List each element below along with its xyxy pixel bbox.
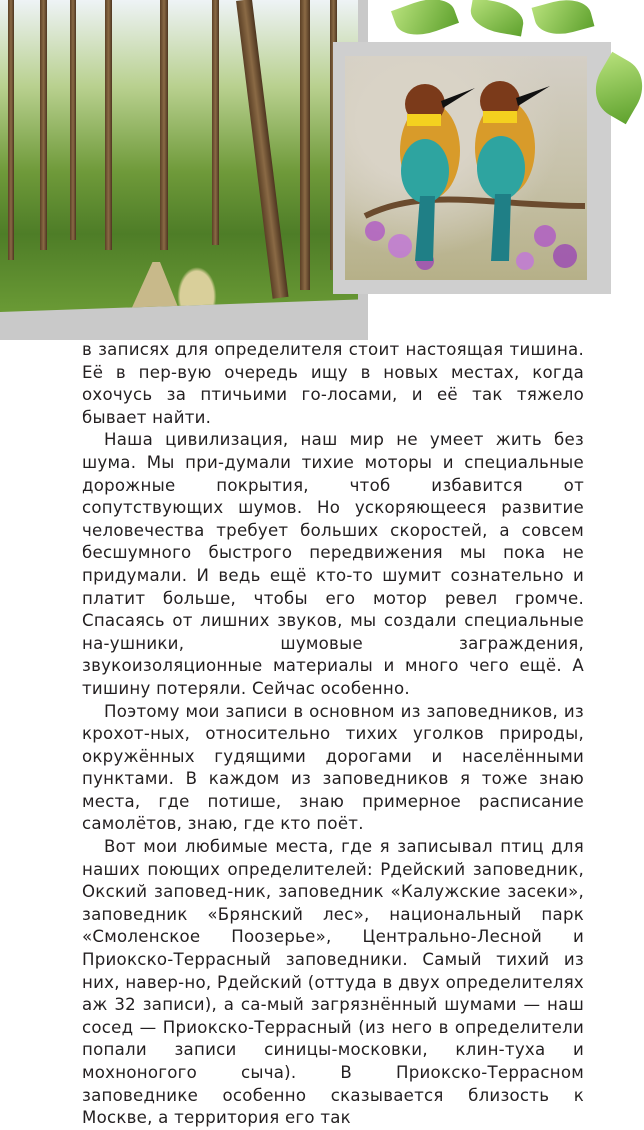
forest-photo: [0, 0, 358, 312]
paragraph: в записях для определителя стоит настоящая тишина. Её в пер-вую очередь ищу в новых местах, когда охочусь за птичьими го-лосами, и её так тяжело бывает найти.: [82, 340, 584, 427]
bee-eater-birds-photo: [345, 56, 587, 280]
bee-eater-birds-icon: [345, 56, 587, 280]
paragraph: Поэтому мои записи в основном из заповедников, из крохот-ных, относительно тихих уголков природы, окружённых гудящими дорогами и населёнными пунктами. В каждом из заповедников я тоже знаю места, где потише, знаю примерное расписание самолётов, знаю, где кто поёт.: [82, 701, 584, 834]
leaf-decoration: [468, 0, 526, 36]
paragraph: Вот мои любимые места, где я записывал птиц для наших поющих определителей: Рдейский заповедник, Окский заповед-ник, заповедник «Калужские засеки», заповедник «Брянский лес», национальный парк «Смоленское Поозерье», Центрально-Лесной и Приокско-Террасный заповедники. Самый тихий из них, навер-но, Рдейский (оттуда в двух определителях аж 32 записи), а са-мый загрязнённый шумами — наш сосед — Приокско-Террасный (из него в определители попали записи синицы-московки, клин-туха и мохноногого сыча). В Приокско-Террасном заповеднике особенно сказывается близость к Москве, а территория его так: [82, 837, 584, 1128]
leaf-decoration: [391, 0, 459, 43]
body-text: [82, 339, 584, 1130]
paragraph: Наша цивилизация, наш мир не умеет жить без шума. Мы при-думали тихие моторы и специальные дорожные покрытия, чтоб избавится от сопутствующих шумов. Но ускоряющееся развитие человечества требует больших скоростей, а совсем бесшумного быстрого передвижения мы пока не придумали. И ведь ещё кто-то шумит сознательно и платит больше, чтобы его мотор ревел громче. Спасаясь от лишних звуков, мы создали специальные на-ушники, шумовые заграждения, звукоизоляционные материалы и много чего ещё. А тишину потеряли. Сейчас особенно.: [82, 430, 584, 698]
leaf-decoration: [532, 0, 595, 41]
